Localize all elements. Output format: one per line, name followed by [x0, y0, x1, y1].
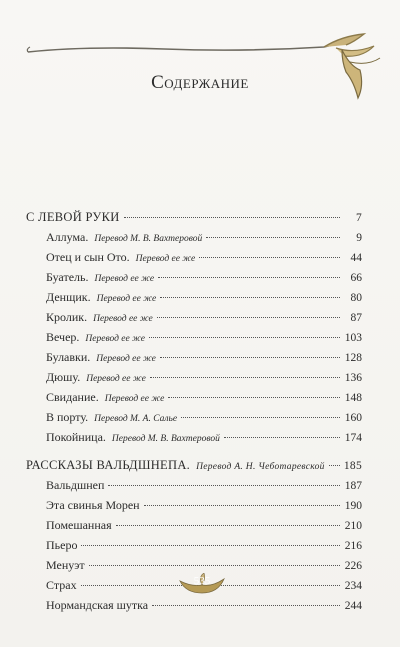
translator-credit: Перевод ее же — [93, 314, 153, 324]
entry-page-number: 226 — [344, 560, 362, 572]
toc-entry — [26, 498, 362, 518]
entry-title: Вечер. — [46, 330, 80, 344]
entry-page-number: 148 — [344, 392, 362, 404]
toc-entry — [26, 478, 362, 498]
translator-credit: Перевод ее же — [96, 354, 156, 364]
entry-title: В порту. — [46, 410, 89, 424]
dot-leader — [144, 496, 340, 506]
entry-page-number: 187 — [344, 480, 362, 492]
entry-title: Помешанная — [46, 518, 112, 532]
entry-page-number: 87 — [350, 312, 362, 324]
entry-page-number: 128 — [344, 352, 362, 364]
dot-leader — [160, 288, 340, 298]
entry-title: Кролик. — [46, 310, 88, 324]
toc-entry — [26, 270, 362, 290]
translator-credit: Перевод ее же — [86, 374, 146, 384]
translator-credit: Перевод ее же — [94, 274, 155, 284]
dot-leader — [81, 536, 340, 546]
dot-leader — [157, 308, 340, 318]
entry-title: Вальдшнеп — [46, 478, 105, 492]
entry-title: Страх — [46, 578, 77, 592]
entry-page-number: 190 — [344, 500, 362, 512]
dot-leader — [108, 476, 340, 486]
entry-title: Эта свинья Морен — [46, 498, 140, 512]
toc-entry — [26, 230, 362, 250]
toc-entry — [26, 538, 362, 558]
entry-title: Покойница. — [46, 430, 106, 444]
entry-page-number: 174 — [344, 432, 362, 444]
toc-entry — [26, 310, 362, 330]
dot-leader — [149, 328, 340, 338]
entry-page-number: 234 — [344, 580, 362, 592]
translator-credit: Перевод М. А. Салье — [94, 414, 178, 424]
dot-leader — [150, 368, 340, 378]
dot-leader — [181, 408, 340, 418]
page-number: 535 — [193, 575, 211, 587]
entry-page-number: 160 — [344, 412, 362, 424]
translator-credit: Перевод М. В. Вахтеровой — [111, 434, 220, 444]
dot-leader — [224, 428, 340, 438]
dot-leader — [89, 556, 340, 566]
dot-leader — [199, 248, 340, 258]
section-gap — [26, 450, 362, 458]
toc-entry — [26, 390, 362, 410]
translator-credit: Перевод ее же — [135, 254, 196, 264]
entry-page-number: 7 — [355, 212, 362, 224]
translator-credit: Перевод ее же — [85, 334, 145, 344]
entry-title: Дюшу. — [46, 370, 81, 384]
dot-leader — [329, 456, 340, 466]
toc-entry — [26, 430, 362, 450]
dot-leader — [158, 268, 340, 278]
entry-title: Пьеро — [46, 538, 78, 552]
entry-page-number: 185 — [343, 460, 362, 472]
toc-entry — [26, 518, 362, 538]
translator-credit: Перевод М. В. Вахтеровой — [94, 234, 203, 244]
toc-entry — [26, 410, 362, 430]
toc-entry — [26, 598, 362, 618]
page-title: Содержание — [151, 72, 249, 93]
entry-page-number: 136 — [344, 372, 362, 384]
entry-page-number: 9 — [356, 232, 362, 244]
table-of-contents — [26, 210, 362, 618]
dot-leader — [116, 516, 340, 526]
entry-page-number: 44 — [350, 252, 362, 264]
entry-title: Буатель. — [46, 270, 89, 284]
dot-leader — [160, 348, 340, 358]
translator-credit: Перевод А. Н. Чеботаревской — [196, 462, 325, 472]
entry-title: Отец и сын Ото. — [46, 250, 130, 264]
toc-section — [26, 210, 362, 230]
toc-entry — [26, 370, 362, 390]
entry-title: РАССКАЗЫ ВАЛЬДШНЕПА. — [26, 458, 191, 472]
dot-leader — [206, 228, 340, 238]
dot-leader — [168, 388, 340, 398]
entry-title: Булавки. — [46, 350, 91, 364]
entry-page-number: 210 — [344, 520, 362, 532]
entry-page-number: 216 — [344, 540, 362, 552]
entry-title: Нормандская шутка — [46, 598, 149, 612]
dot-leader — [152, 596, 340, 606]
entry-title: Свидание. — [46, 390, 99, 404]
translator-credit: Перевод ее же — [96, 294, 157, 304]
translator-credit: Перевод ее же — [104, 394, 165, 404]
entry-page-number: 244 — [344, 600, 362, 612]
toc-entry — [26, 330, 362, 350]
entry-title: Денщик. — [46, 290, 91, 304]
entry-title: С ЛЕВОЙ РУКИ — [26, 210, 120, 224]
toc-entry — [26, 290, 362, 310]
entry-page-number: 103 — [344, 332, 362, 344]
entry-title: Аллума. — [46, 230, 89, 244]
dot-leader — [124, 208, 340, 218]
entry-title: Менуэт — [46, 558, 85, 572]
toc-entry — [26, 350, 362, 370]
toc-entry — [26, 250, 362, 270]
entry-page-number: 66 — [350, 272, 362, 284]
entry-page-number: 80 — [350, 292, 362, 304]
toc-section — [26, 458, 362, 478]
